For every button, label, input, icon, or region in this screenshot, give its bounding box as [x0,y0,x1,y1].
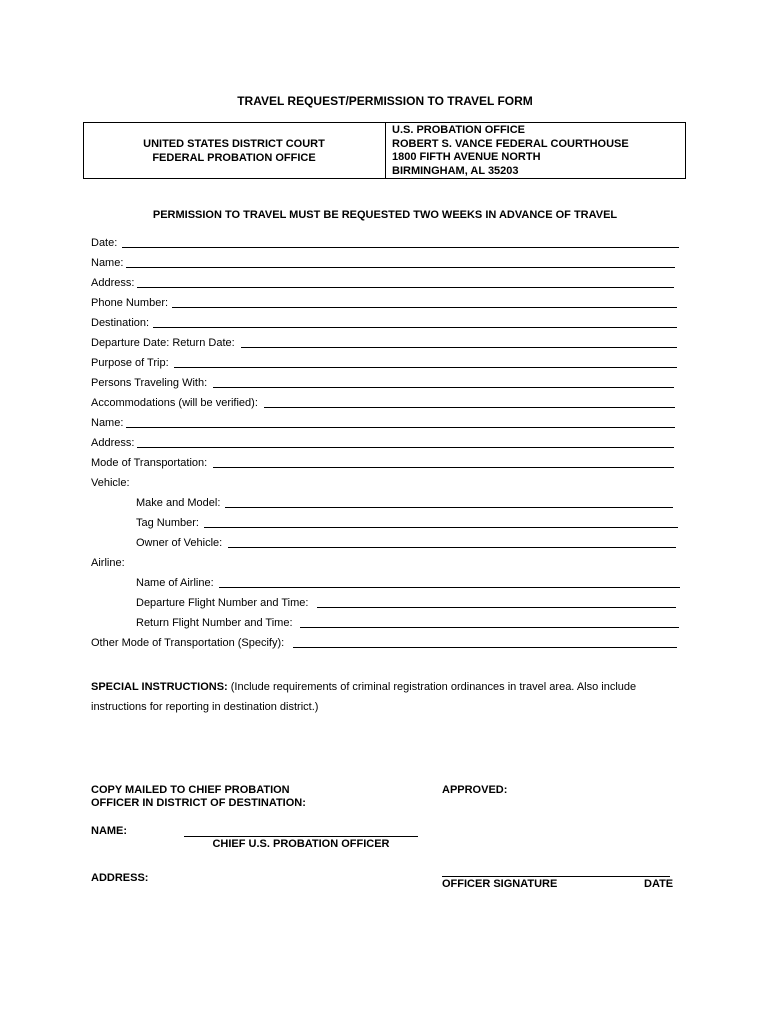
phone-label: Phone Number: [91,297,169,309]
airline-name-field[interactable] [136,576,680,590]
airline-name-line[interactable] [219,587,680,588]
court-name: UNITED STATES DISTRICT COURT [143,138,325,150]
destination-label: Destination: [91,317,150,329]
return-flight-line[interactable] [300,627,679,628]
courthouse-name: ROBERT S. VANCE FEDERAL COURTHOUSE [392,137,629,150]
owner-line[interactable] [228,547,676,548]
departure-return-field[interactable] [91,336,677,350]
date-label: Date: [91,237,118,249]
header-left [84,137,384,165]
date-line[interactable] [122,247,679,248]
persons-label: Persons Traveling With: [91,377,208,389]
name-footer-label: NAME: [91,825,128,837]
probation-office: U.S. PROBATION OFFICE [392,124,526,136]
make-model-field[interactable] [136,496,673,510]
copy-mailed-line2: OFFICER IN DISTRICT OF DESTINATION: [91,797,306,809]
purpose-line[interactable] [174,367,677,368]
other-mode-line[interactable] [293,647,677,648]
name-field[interactable] [91,256,675,270]
other-mode-label: Other Mode of Transportation (Specify): [91,637,285,649]
special-instructions-text: (Include requirements of criminal registration ordinances in travel area. Also include instructions for reporting in destination district.) [91,681,637,713]
departure-return-line[interactable] [241,347,677,348]
address2-label: Address: [91,437,135,449]
officer-signature-line[interactable] [442,876,670,877]
city-state-zip: BIRMINGHAM, AL 35203 [392,164,519,177]
phone-field[interactable] [91,296,677,310]
approved-label: APPROVED: [442,784,508,796]
special-instructions-label: SPECIAL INSTRUCTIONS: [91,681,228,693]
address2-field[interactable] [91,436,674,450]
address-field[interactable] [91,276,674,290]
departure-flight-field[interactable] [136,596,676,610]
special-instructions [91,677,681,717]
copy-mailed-block [91,784,306,810]
mode-field[interactable] [91,456,674,470]
departure-flight-label: Departure Flight Number and Time: [136,597,309,609]
destination-line[interactable] [153,327,677,328]
mode-label: Mode of Transportation: [91,457,208,469]
date-caption: DATE [644,878,674,890]
departure-flight-line[interactable] [317,607,676,608]
owner-label: Owner of Vehicle: [136,537,223,549]
owner-field[interactable] [136,536,676,550]
name-label: Name: [91,257,124,269]
name2-label: Name: [91,417,124,429]
name2-field[interactable] [91,416,675,430]
street-address: 1800 FIFTH AVENUE NORTH [392,151,541,163]
address-footer-label: ADDRESS: [91,872,149,884]
tag-number-field[interactable] [136,516,678,530]
purpose-field[interactable] [91,356,677,370]
address-line[interactable] [137,287,674,288]
accommodations-line[interactable] [264,407,675,408]
address2-line[interactable] [137,447,674,448]
officer-signature-caption: OFFICER SIGNATURE [442,878,558,890]
airline-heading: Airline: [91,557,125,569]
accommodations-label: Accommodations (will be verified): [91,397,258,409]
make-model-label: Make and Model: [136,497,221,509]
return-flight-label: Return Flight Number and Time: [136,617,293,629]
form-title: TRAVEL REQUEST/PERMISSION TO TRAVEL FORM [237,94,533,108]
return-flight-field[interactable] [136,616,679,630]
vehicle-heading: Vehicle: [91,477,130,489]
advance-notice: PERMISSION TO TRAVEL MUST BE REQUESTED TWO WEEKS IN ADVANCE OF TRAVEL [152,209,618,221]
accommodations-field[interactable] [91,396,675,410]
destination-field[interactable] [91,316,677,330]
other-mode-field[interactable] [91,636,677,650]
office-name: FEDERAL PROBATION OFFICE [152,152,316,164]
persons-line[interactable] [213,387,674,388]
departure-return-label: Departure Date: Return Date: [91,337,235,349]
tag-number-line[interactable] [204,527,678,528]
header-divider [385,122,386,179]
mode-line[interactable] [213,467,674,468]
phone-line[interactable] [172,307,677,308]
name2-line[interactable] [126,427,675,428]
tag-number-label: Tag Number: [136,517,199,529]
purpose-label: Purpose of Trip: [91,357,169,369]
chief-officer-caption: CHIEF U.S. PROBATION OFFICER [212,838,390,850]
header-right [392,124,629,178]
copy-mailed-line1: COPY MAILED TO CHIEF PROBATION [91,784,290,796]
name-line[interactable] [126,267,675,268]
date-field[interactable] [91,236,679,250]
chief-signature-line[interactable] [184,836,418,837]
airline-name-label: Name of Airline: [136,577,214,589]
persons-field[interactable] [91,376,674,390]
make-model-line[interactable] [225,507,673,508]
address-label: Address: [91,277,135,289]
